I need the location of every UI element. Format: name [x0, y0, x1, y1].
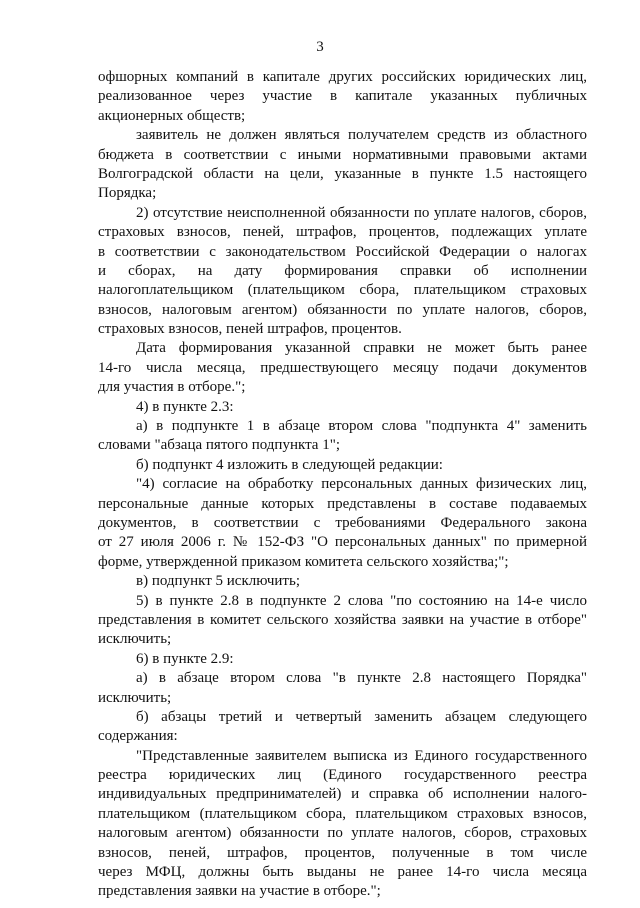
text-line: акционерных обществ;	[98, 107, 246, 124]
page-number: 3	[316, 39, 324, 55]
text-line: исключить;	[98, 689, 172, 706]
text-line: а) в подпункте 1 в абзаце втором слова "подпункта 4" заменить	[136, 418, 587, 435]
text-line: "Представленные заявителем выписка из Единого государственного	[136, 747, 587, 764]
text-line: в соответствии с законодательством Российской Федерации о налогах	[98, 243, 587, 260]
text-line: взносов, налоговым агентом) обязанности по уплате налогов, сборов,	[98, 301, 587, 318]
text-line: содержания:	[98, 728, 178, 745]
text-line: реестра юридических лиц (Единого государственного реестра	[98, 767, 587, 784]
text-line: взносов, пеней, штрафов, процентов, полученные в том числе	[98, 844, 587, 861]
text-line: 5) в пункте 2.8 в подпункте 2 слова "по состоянию на 14-е число	[136, 592, 587, 609]
text-line: словами "абзаца пятого подпункта 1";	[98, 437, 341, 454]
text-line: налогоплательщиком (плательщиком сбора, плательщиком страховых	[98, 282, 587, 299]
text-line: документов, в соответствии с требованиями Федерального закона	[98, 514, 587, 531]
text-line: 14-го числа месяца, предшествующего месяцу подачи документов	[98, 359, 587, 376]
text-line: Порядка;	[98, 185, 157, 202]
text-line: плательщиком (плательщиком сбора, плательщиком страховых взносов,	[98, 805, 587, 822]
text-line: представления в комитет сельского хозяйства заявки на участие в отборе"	[98, 611, 587, 628]
text-line: через МФЦ, должны быть выданы не ранее 14-го числа месяца	[98, 864, 587, 881]
text-line: "4) согласие на обработку персональных данных физических лиц,	[136, 476, 587, 493]
text-line: бюджета в соответствии с иными нормативными правовыми актами	[98, 146, 587, 163]
text-line: Волгоградской области на цели, указанные в пункте 1.5 настоящего	[98, 165, 587, 182]
text-line: б) абзацы третий и четвертый заменить абзацем следующего	[136, 708, 587, 725]
text-line: представления заявки на участие в отборе.";	[98, 883, 381, 900]
text-line: форме, утвержденной приказом комитета сельского хозяйства;";	[98, 553, 509, 570]
text-line: 6) в пункте 2.9:	[136, 650, 234, 667]
text-line: Дата формирования указанной справки не может быть ранее	[136, 340, 587, 357]
text-line: б) подпункт 4 изложить в следующей редакции:	[136, 456, 443, 473]
text-line: реализованное через участие в капитале указанных публичных	[98, 88, 587, 105]
text-line: индивидуальных предпринимателей) и справка об исполнении налого-	[98, 786, 587, 803]
text-line: персональные данные которых представлены в составе подаваемых	[98, 495, 587, 512]
text-line: от 27 июля 2006 г. № 152-ФЗ "О персональных данных" по примерной	[98, 534, 587, 551]
text-line: налоговым агентом) обязанности по уплате налогов, сборов, страховых	[98, 825, 587, 842]
text-line: в) подпункт 5 исключить;	[136, 573, 300, 590]
text-line: и сборах, на дату формирования справки об исполнении	[98, 262, 587, 279]
document-text	[98, 68, 587, 902]
text-line: страховых взносов, пеней штрафов, процентов.	[98, 321, 402, 338]
text-line: заявитель не должен являться получателем средств из областного	[136, 127, 587, 144]
text-line: 2) отсутствие неисполненной обязанности по уплате налогов, сборов,	[136, 204, 587, 221]
text-line: исключить;	[98, 631, 172, 648]
text-line: для участия в отборе.";	[98, 379, 246, 396]
text-line: страховых взносов, пеней, штрафов, процентов, подлежащих уплате	[98, 224, 587, 241]
text-line: офшорных компаний в капитале других российских юридических лиц,	[98, 69, 587, 85]
text-line: а) в абзаце втором слова "в пункте 2.8 настоящего Порядка"	[136, 670, 587, 687]
text-line: 4) в пункте 2.3:	[136, 398, 234, 415]
